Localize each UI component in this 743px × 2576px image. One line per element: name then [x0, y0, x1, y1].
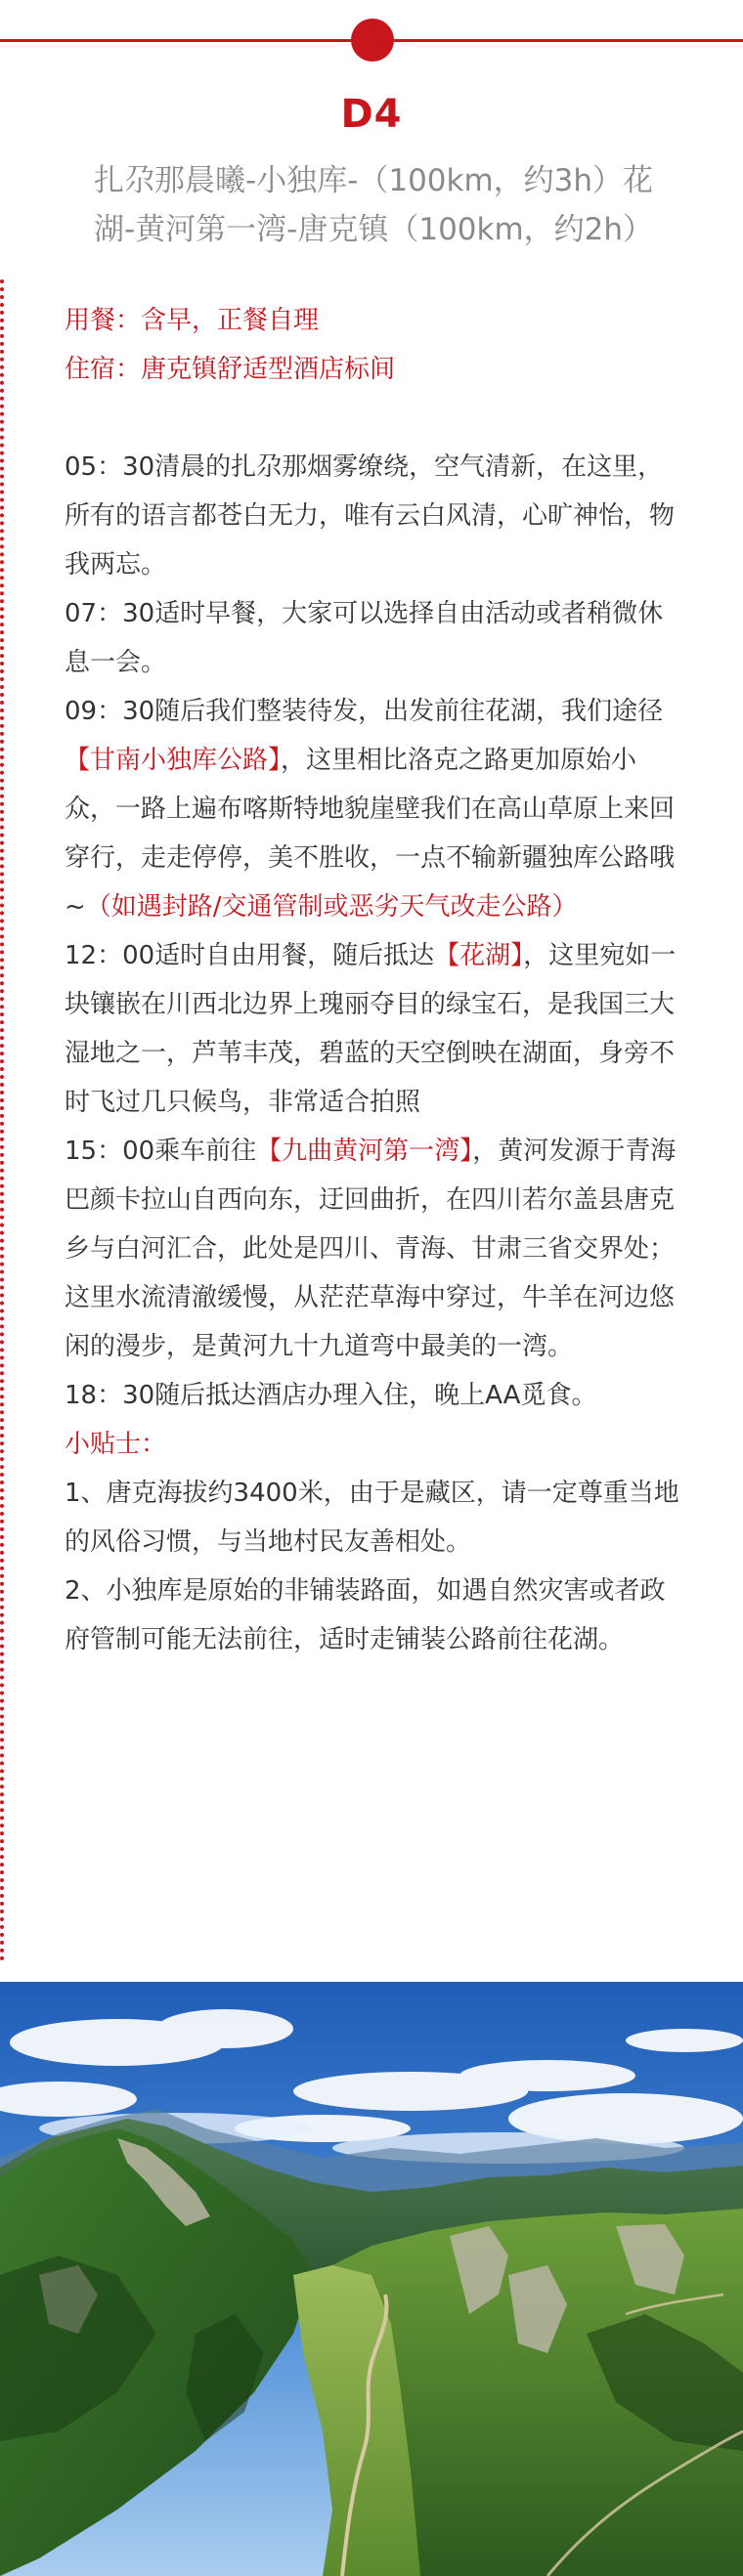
schedule-item-1500: [65, 1127, 686, 1371]
schedule-text: 05：30清晨的扎尕那烟雾缭绕，空气清新，在这里，所有的语言都苍白无力，唯有云白风清，心旷神怡，物我两忘。: [65, 452, 676, 580]
road-closure-note: （如遇封路/交通管制或恶劣天气改走公路）: [85, 892, 578, 922]
itinerary-text: [65, 296, 686, 1664]
top-divider-dot: [351, 19, 394, 62]
blank-line: [65, 394, 686, 443]
day-title: D4: [340, 92, 403, 137]
schedule-item-0930: [65, 687, 686, 931]
schedule-item-1830: [65, 1371, 686, 1420]
schedule-text: 12：00适时自由用餐，随后抵达: [65, 941, 435, 970]
route-line-2: 湖-黄河第一湾-唐克镇（100km，约2h）: [93, 212, 654, 247]
schedule-text: ，这里相比洛克之路更加原始小众，一路上遍布喀斯特地貌崖壁我们在高山草原上来回穿行，走走停停，美不胜收，一点不输新疆独库公路哦~: [65, 746, 676, 922]
schedule-item-0730: [65, 589, 686, 687]
dotted-left-border: [0, 279, 4, 1962]
tip-item: 1、唐克海拔约3400米，由于是藏区，请一定尊重当地的风俗习惯，与当地村民友善相处。: [65, 1479, 679, 1557]
highlight-route: 【甘南小独库公路】: [65, 746, 282, 775]
route-line-1: 扎尕那晨曦-小独库-（100km，约3h）花: [93, 163, 654, 198]
landscape-photo: [0, 1982, 743, 2576]
landscape-illustration: [0, 1982, 743, 2576]
schedule-text: 07：30适时早餐，大家可以选择自由活动或者稍微休息一会。: [65, 599, 664, 677]
itinerary-section: [0, 279, 743, 1962]
schedule-item-0530: [65, 443, 686, 589]
route-subtitle: [61, 156, 686, 254]
highlight-flower-lake: 【花湖】: [434, 941, 524, 970]
schedule-text: ，黄河发源于青海巴颜卡拉山自西向东，迂回曲折，在四川若尔盖县唐克乡与白河汇合，此处是四川、青海、甘肃三省交界处；这里水流清澈缓慢，从茫茫草海中穿过，牛羊在河边悠闲的漫步，是黄河九十九道弯中最美的一湾。: [65, 1137, 677, 1361]
highlight-yellow-river-bend: 【九曲黄河第一湾】: [256, 1137, 473, 1166]
tip-item: 2、小独库是原始的非铺装路面，如遇自然灾害或者政府管制可能无法前往，适时走铺装公路前往花湖。: [65, 1576, 666, 1654]
meals-info: 用餐：含早，正餐自理: [65, 306, 320, 335]
schedule-item-1200: [65, 931, 686, 1127]
schedule-text: 15：00乘车前往: [65, 1137, 257, 1166]
lodging-info: 住宿：唐克镇舒适型酒店标间: [65, 355, 396, 384]
tips-title: 小贴士：: [65, 1430, 167, 1459]
schedule-text: 09：30随后我们整装待发，出发前往花湖，我们途径: [65, 697, 664, 726]
schedule-text: ，这里宛如一块镶嵌在川西北边界上瑰丽夺目的绿宝石，是我国三大湿地之一，芦苇丰茂，碧蓝的天空倒映在湖面，身旁不时飞过几只候鸟，非常适合拍照: [65, 941, 677, 1117]
schedule-text: 18：30随后抵达酒店办理入住，晚上AA觅食。: [65, 1381, 597, 1410]
